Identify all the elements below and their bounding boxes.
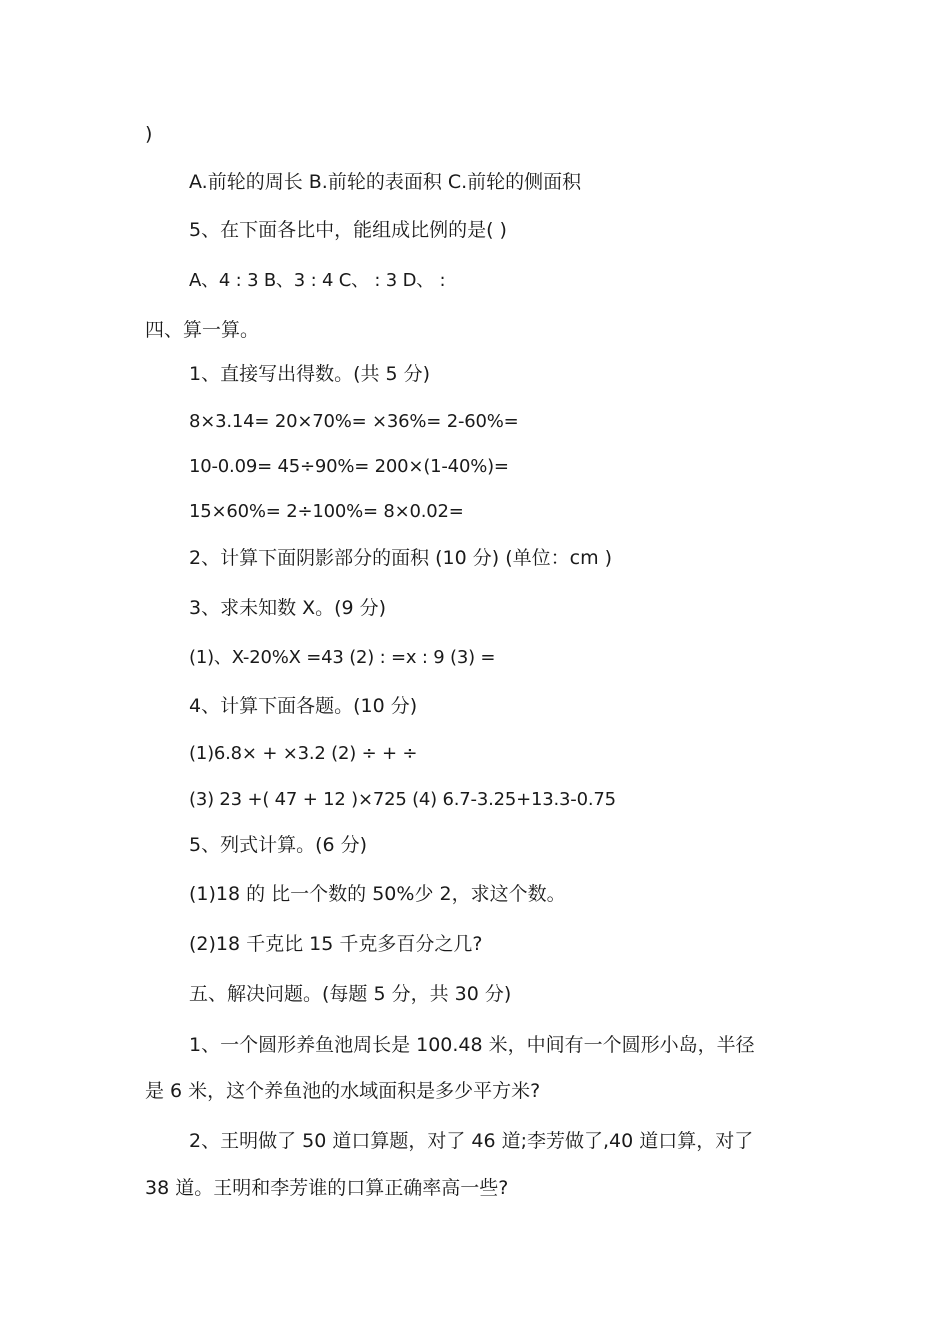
text-line-problem-1b: 是 6 米，这个养鱼池的水域面积是多少平方米?: [145, 1080, 541, 1102]
text-line-equations: (1)、X-20%X =43 (2) : =x : 9 (3) =: [189, 647, 496, 668]
text-line-q5-options: A、4 : 3 B、3 : 4 C、 : 3 D、 :: [189, 270, 446, 291]
text-line-column-calc-2: (2)18 千克比 15 千克多百分之几?: [189, 933, 483, 955]
text-line-problem-1a: 1、一个圆形养鱼池周长是 100.48 米，中间有一个圆形小岛，半径: [189, 1034, 755, 1056]
text-line-column-calc: 5、列式计算。(6 分): [189, 834, 368, 856]
text-line-problem-2a: 2、王明做了 50 道口算题，对了 46 道;李芳做了,40 道口算，对了: [189, 1130, 754, 1152]
section-heading-4: 四、算一算。: [145, 319, 260, 341]
text-line-shaded-area: 2、计算下面阴影部分的面积 (10 分) (单位：cm ): [189, 547, 613, 569]
text-line-problem-1-2: (1)6.8× + ×3.2 (2) ÷ + ÷: [189, 743, 418, 764]
text-line-calc-problems: 4、计算下面各题。(10 分): [189, 695, 418, 717]
text-line-paren: ): [145, 123, 153, 145]
section-heading-5: 五、解决问题。(每题 5 分，共 30 分): [189, 983, 512, 1005]
text-line-column-calc-1: (1)18 的 比一个数的 50%少 2，求这个数。: [189, 883, 566, 905]
text-line-calc-row-1: 8×3.14= 20×70%= ×36%= 2-60%=: [189, 411, 519, 432]
text-line-direct-calc: 1、直接写出得数。(共 5 分): [189, 363, 431, 385]
text-line-q5: 5、在下面各比中，能组成比例的是( ): [189, 219, 507, 241]
text-line-options-wheel: A.前轮的周长 B.前轮的表面积 C.前轮的侧面积: [189, 171, 582, 193]
text-line-calc-row-2: 10-0.09= 45÷90%= 200×(1-40%)=: [189, 456, 509, 477]
text-line-calc-row-3: 15×60%= 2÷100%= 8×0.02=: [189, 501, 464, 522]
text-line-problem-3-4: (3) 23 +( 47 + 12 )×725 (4) 6.7-3.25+13.3-0.75: [189, 789, 616, 810]
text-line-solve-x: 3、求未知数 X。(9 分): [189, 597, 387, 619]
text-line-problem-2b: 38 道。王明和李芳谁的口算正确率高一些?: [145, 1177, 509, 1199]
